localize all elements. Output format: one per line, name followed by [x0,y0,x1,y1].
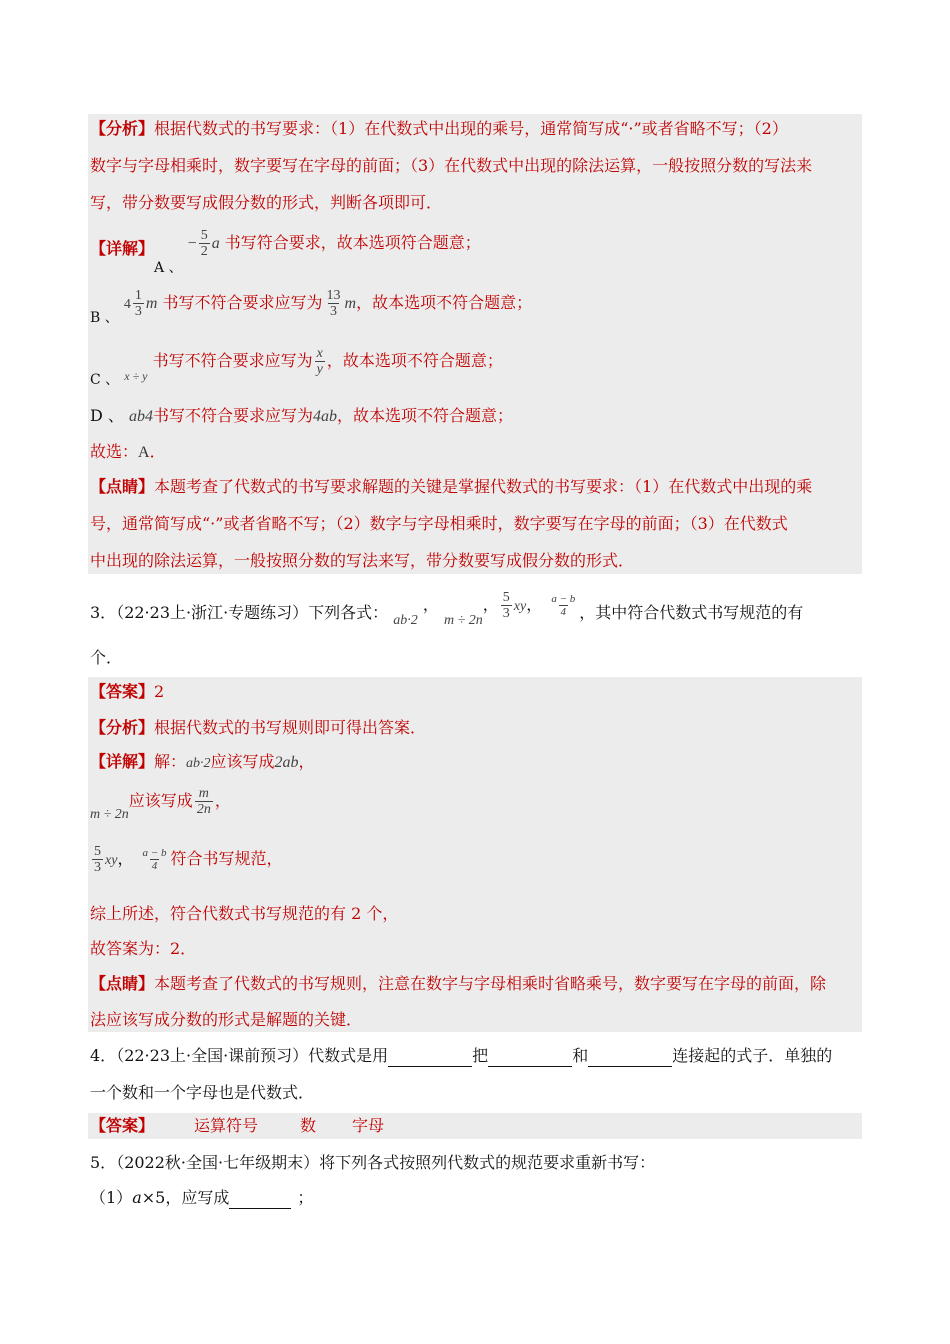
q2-analysis-line3: 写，带分数要写成假分数的形式，判断各项即可． [90,193,443,212]
should-write: 应该写成 [210,752,275,771]
analysis-tag: 【分析】 [90,119,155,138]
answer-tag: 【答案】 [90,1116,155,1135]
answer-1: 运算符号 [194,1116,259,1135]
comma: ， [298,752,315,771]
expr-2ab: 2ab [274,754,299,771]
q2-analysis-line2: 数字与字母相乘时，数字要写在字母的前面；（3）在代数式中出现的除法运算，一般按照分数的写法来 [90,156,813,175]
option-c-label: C 、 [90,372,120,388]
choose-value: A [138,444,150,461]
fraction-1-3: $\frac{1}{3}$ [134,288,142,319]
should-write: 应该写成 [128,791,193,810]
sub1-text: ×5，应写成 [141,1188,230,1207]
option-b-text1: 书写不符合要求应写为 [162,293,323,312]
option-a-label: A 、 [154,260,183,276]
q5-number: 5． [90,1153,117,1172]
tip-tag: 【点睛】 [90,477,155,496]
q2-analysis-line1 [90,118,788,140]
q4-stem-line2: 一个数和一个字母也是代数式． [90,1083,315,1102]
var-xy: xy [513,599,527,614]
option-b-label: B 、 [90,310,119,326]
fraction-5-3: $\frac{5}{3}$ [94,844,101,875]
q4-number: 4． [90,1046,117,1065]
q5-source: （2022秋·全国·七年级期末）将下列各式按照列代数式的规范要求重新书写： [116,1153,656,1172]
q2-tip-line2: 号，通常简写成“·”或者省略不写；（2）数字与字母相乘时，数字要写在字母的前面；（3）在代数式 [90,514,788,533]
var-xy: xy [105,853,118,868]
comma: ， [214,791,231,810]
q2-detail-d [90,405,513,428]
choose-label: 故选： [90,442,139,461]
blank-sub1[interactable] [229,1188,291,1209]
q4-source: （22·23上·全国·课前预习）代数式是用 [116,1046,389,1065]
choose-end: ． [149,442,166,461]
q3-source: （22·23上·浙江·专题练习）下列各式： [116,603,389,622]
expr-x-div-y: x ÷ y [124,369,148,383]
expr-ab-dot-2: ab·2 [393,613,418,628]
analysis-text: 根据代数式的书写规则即可得出答案． [154,718,427,737]
q3-detail-line1 [90,751,315,775]
expr-4ab: 4ab [313,408,338,425]
q3-final: 故答案为：2． [90,939,197,958]
expr-ab4: ab4 [129,408,154,425]
blank-3[interactable] [588,1046,672,1067]
fraction-a-minus-b-4: $\frac{a - b}{4}$ [551,593,576,618]
answer-value: 2 [154,682,165,701]
q3-summary: 综上所述，符合代数式书写规范的有 2 个， [90,904,399,923]
minus-sign: − [187,235,197,252]
fraction-x-y: $\frac{x}{y}$ [316,346,323,377]
blank-2[interactable] [488,1046,572,1067]
q3-number: 3． [90,603,117,622]
q2-detail-b [90,288,532,332]
q3-tip-line1 [90,973,826,995]
q2-tip-line1 [90,476,812,498]
sub1-end: ； [297,1188,314,1207]
answer-tag: 【答案】 [90,682,155,701]
var-m2: m [344,295,357,312]
sub1-index: （1） [90,1188,133,1207]
solution-block-q2 [88,114,862,574]
option-b-text2: ，故本选项不符合题意； [356,293,533,312]
q4-answer [90,1115,384,1137]
analysis-text: 根据代数式的书写要求：（1）在代数式中出现的乘号，通常简写成“·”或者省略不写；（2） [154,119,788,138]
detail-tag: 【详解】 [90,239,155,258]
fraction-m-2n: $\frac{m}{2n}$ [196,786,211,817]
q3-stem-end: ，其中符合代数式书写规范的有 [579,603,804,622]
analysis-tag: 【分析】 [90,718,155,737]
q3-stem: 3．（22·23上·浙江·专题练习）下列各式： ab·2 ， m ÷ 2n， $\frac{5}{3}$ xy， $\frac{a - b}{4}$ ，其中符合代数式书写规范的有 [90,590,804,628]
q5-stem [90,1152,655,1174]
var-a: a [132,1188,142,1207]
comma: ， [422,595,439,614]
option-a-text: 书写符合要求，故本选项符合题意； [224,233,481,252]
option-d-text1: 书写不符合要求应写为 [153,406,314,425]
q3-analysis [90,717,426,739]
q3-detail-line2 [90,786,231,826]
q2-choose [90,441,166,464]
fraction-a-minus-b-4: $\frac{a - b}{4}$ [142,847,167,872]
expr-ab-dot-2: ab·2 [186,756,211,771]
var-m: m [145,295,158,312]
q2-tip-line3: 中出现的除法运算，一般按照分数的写法来写，带分数要写成假分数的形式． [90,551,635,570]
word-he: 和 [572,1046,589,1065]
var-a: a [211,235,220,252]
detail-tag: 【详解】 [90,752,155,771]
q3-answer [90,681,164,703]
conforms-text: 符合书写规范， [170,849,283,868]
q4-stem [90,1045,832,1067]
q3-tip-line2: 法应该写成分数的形式是解题的关键． [90,1010,363,1029]
expr-m-div-2n: m ÷ 2n [443,613,483,628]
q2-detail-a [90,228,481,276]
tip-tag: 【点睛】 [90,974,155,993]
answer-3: 字母 [352,1116,385,1135]
expr-m-div-2n: m ÷ 2n [90,807,129,822]
fraction-5-3: $\frac{5}{3}$ [502,590,510,621]
fraction-13-3: $\frac{13}{3}$ [326,288,341,319]
option-c-text2: ，故本选项不符合题意； [326,351,503,370]
q2-detail-c [90,346,503,390]
option-d-text2: ，故本选项不符合题意； [337,406,514,425]
option-d-label: D 、 [90,406,124,425]
q3-stem-line2: 个． [90,648,123,667]
q5-sub1 [90,1187,313,1209]
fraction-5-2: $\frac{5}{2}$ [200,228,208,259]
answer-2: 数 [300,1116,317,1135]
word-ba: 把 [472,1046,489,1065]
detail-prefix: 解： [154,752,187,771]
q4-stem-end: 连接起的式子．单独的 [672,1046,833,1065]
blank-1[interactable] [388,1046,472,1067]
option-c-text1: 书写不符合要求应写为 [152,351,313,370]
q3-detail-line3: $\frac{5}{3}$ xy， $\frac{a - b}{4}$ 符合书写规范， [94,844,283,875]
mixed-whole: 4 [123,297,131,312]
tip-text: 本题考查了代数式的书写规则，注意在数字与字母相乘时省略乘号，数字要写在字母的前面，除 [154,974,827,993]
tip-text: 本题考查了代数式的书写要求解题的关键是掌握代数式的书写要求：（1）在代数式中出现的乘 [154,477,813,496]
